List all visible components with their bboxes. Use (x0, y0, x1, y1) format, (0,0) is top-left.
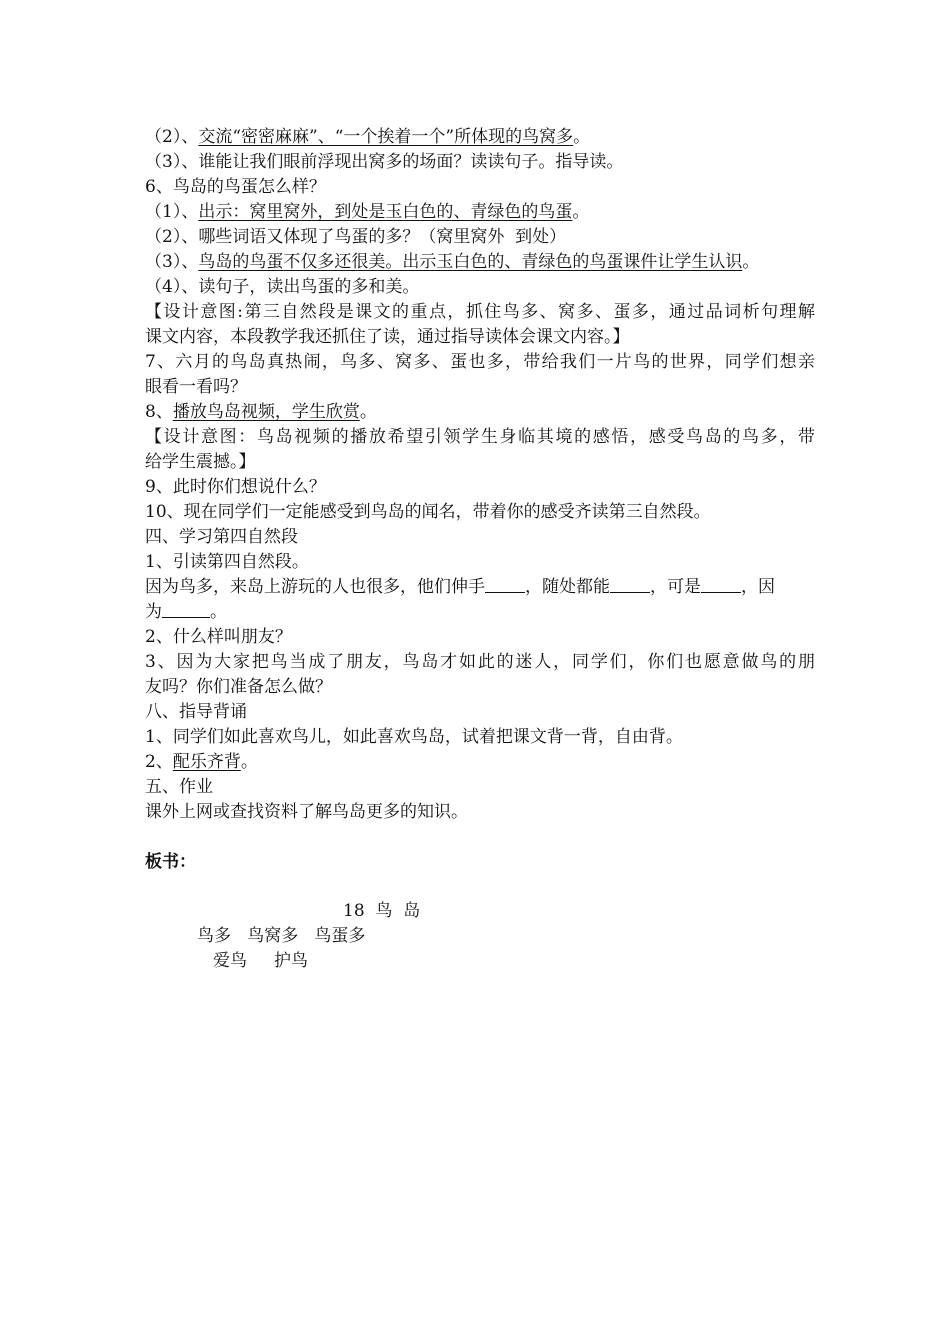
board-row-2: 爱鸟 护鸟 (213, 951, 309, 971)
board-title: 18 鸟 岛 (343, 901, 421, 921)
design-intent-1b: 课文内容，本段教学我还抓住了读，通过指导读体会课文内容。】 (145, 327, 630, 347)
underlined-text: 配乐齐背 (172, 752, 241, 772)
line-1-show: （1）、出示：窝里窝外，到处是玉白色的、青绿色的鸟蛋。 (145, 202, 590, 222)
design-intent-1a: 【设计意图:第三自然段是课文的重点，抓住鸟多、窝多、蛋多，通过品词析句理解 (145, 302, 815, 322)
line-q6: 6、鸟岛的鸟蛋怎么样？ (145, 177, 326, 197)
design-intent-2b: 给学生震撼。】 (145, 452, 256, 472)
fill-blank-line-1: 因为鸟多，来岛上游玩的人也很多，他们伸手 ，随处都能 ，可是 ，因 (145, 577, 775, 597)
line-lead-read: 1、引读第四自然段。 (145, 552, 309, 572)
line-3-eggs: （3）、鸟岛的鸟蛋不仅多还很美。出示玉白色的、青绿色的鸟蛋课件让学生认识。 (145, 252, 760, 272)
blank-1 (485, 576, 525, 593)
blank-3 (701, 576, 741, 593)
line-4-read: （4）、读句子，读出鸟蛋的多和美。 (145, 277, 420, 297)
homework-text: 课外上网或查找资料了解鸟岛更多的知识。 (145, 802, 468, 822)
line-3-imagine: （3）、谁能让我们眼前浮现出窝多的场面？读读句子。指导读。 (145, 152, 624, 172)
section-8-heading: 八、指导背诵 (145, 702, 247, 722)
line-2-exchange: （2）、交流“密密麻麻”、“一个挨着一个”所体现的鸟窝多。 (145, 127, 591, 147)
underlined-text: 鸟岛的鸟蛋不仅多还很美。出示玉白色的、青绿色的鸟蛋课件让学生认识 (198, 252, 743, 272)
underlined-text: 出示：窝里窝外，到处是玉白色的、青绿色的鸟蛋 (198, 202, 573, 222)
blank-4 (162, 601, 210, 618)
section-5-heading: 五、作业 (145, 777, 213, 797)
line-friend: 2、什么样叫朋友？ (145, 627, 292, 647)
line-recite-1: 1、同学们如此喜欢鸟儿，如此喜欢鸟岛，试着把课文背一背，自由背。 (145, 727, 683, 747)
underlined-text: 交流“密密麻麻”、“一个挨着一个”所体现的鸟窝多 (198, 127, 574, 147)
line-q7b: 眼看一看吗？ (145, 377, 247, 397)
line-q7a: 7、六月的鸟岛真热闹，鸟多、窝多、蛋也多，带给我们一片鸟的世界，同学们想亲 (145, 352, 815, 372)
section-4-heading: 四、学习第四自然段 (145, 527, 298, 547)
line-q3a: 3、因为大家把鸟当成了朋友，鸟岛才如此的迷人，同学们，你们也愿意做鸟的朋 (145, 652, 815, 672)
fill-blank-line-2: 为 。 (145, 602, 227, 622)
line-recite-2: 2、配乐齐背。 (145, 752, 258, 772)
line-q10: 10、现在同学们一定能感受到鸟岛的闻名，带着你的感受齐读第三自然段。 (145, 502, 711, 522)
line-q9: 9、此时你们想说什么？ (145, 477, 326, 497)
line-q3b: 友吗？你们准备怎么做？ (145, 677, 332, 697)
line-2-words: （2）、哪些词语又体现了鸟蛋的多？（窝里窝外 到处） (145, 227, 567, 247)
board-row-1: 鸟多 鸟窝多 鸟蛋多 (197, 926, 366, 946)
underlined-text: 播放鸟岛视频，学生欣赏 (172, 402, 360, 422)
blank-2 (610, 576, 650, 593)
design-intent-2a: 【设计意图：鸟岛视频的播放希望引领学生身临其境的感悟，感受鸟岛的鸟多，带 (145, 427, 815, 447)
board-heading: 板书： (145, 852, 196, 872)
line-q8: 8、播放鸟岛视频，学生欣赏。 (145, 402, 377, 422)
